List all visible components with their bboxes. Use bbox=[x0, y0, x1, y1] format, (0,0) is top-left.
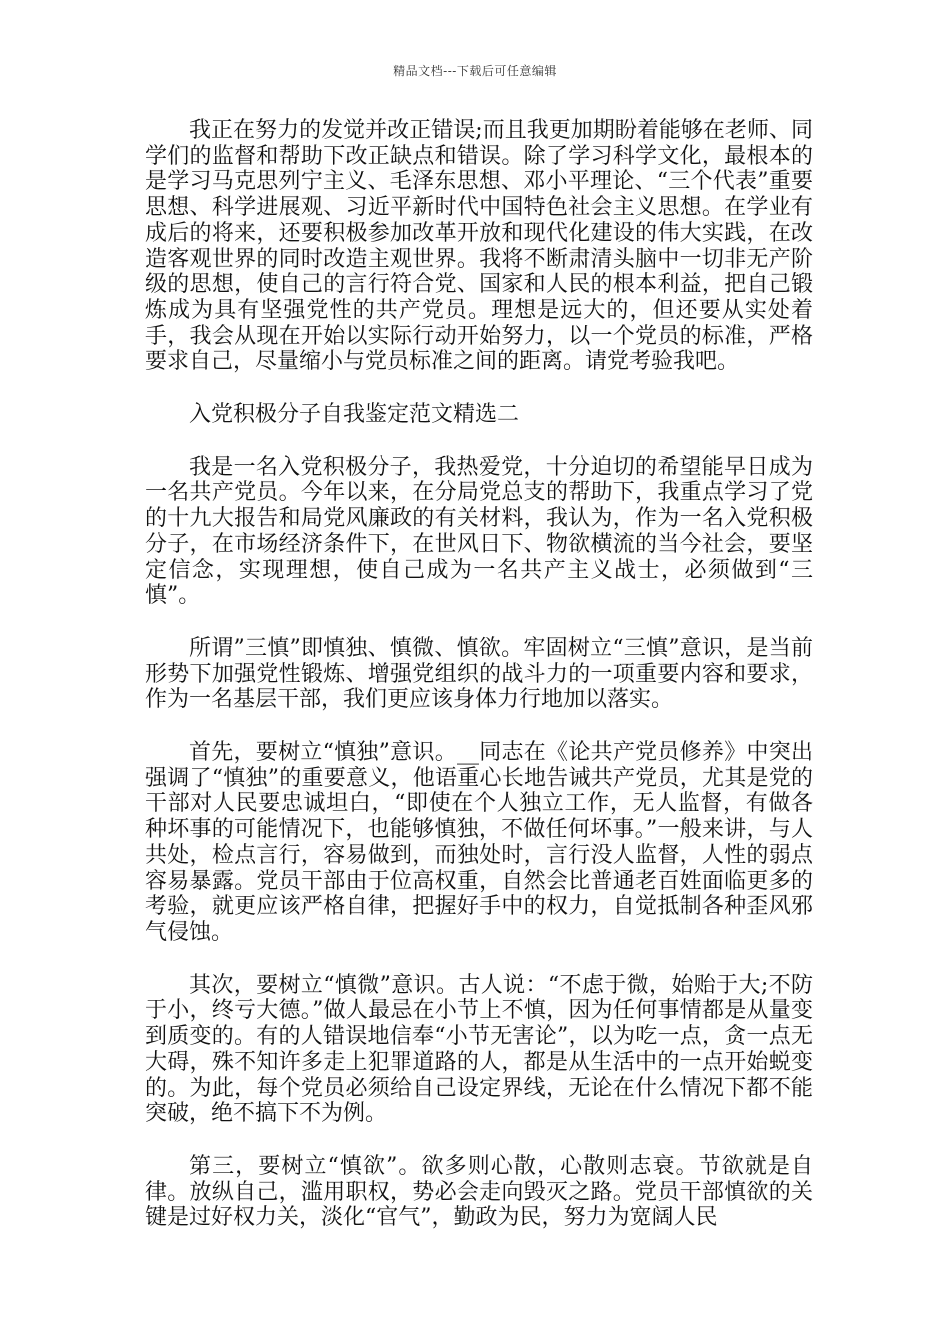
paragraph-background: 我是一名入党积极分子，我热爱党，十分迫切的希望能早日成为一名共产党员。今年以来，在分局党总支的帮助下，我重点学习了党的十九大报告和局党风廉政的有关材料，我认为，作为一名入党积极分子，在市场经济条件下，在世风日下、物欲横流的当今社会，要坚定信念，实现理想，使自己成为一名共产主义战士，必须做到“三慎”。 bbox=[145, 454, 813, 609]
section-heading: 入党积极分子自我鉴定范文精选二 bbox=[189, 402, 520, 428]
paragraph-three-cautions: 所谓”三慎”即慎独、慎微、慎欲。牢固树立“三慎”意识，是当前形势下加强党性锻炼、增强党组织的战斗力的一项重要内容和要求，作为一名基层干部，我们更应该身体力行地加以落实。 bbox=[145, 635, 813, 713]
paragraph-caution-small: 其次，要树立“慎微”意识。古人说：“不虑于微，始贻于大;不防于小，终亏大德。”做人最忌在小节上不慎，因为任何事情都是从量变到质变的。有的人错误地信奉“小节无害论”，以为吃一点，贪一点无大碍，殊不知许多走上犯罪道路的人，都是从生活中的一点开始蜕变的。为此，每个党员必须给自己设定界线，无论在什么情况下都不能突破，绝不搞下不为例。 bbox=[145, 972, 813, 1127]
paragraph-caution-desire: 第三，要树立“慎欲”。欲多则心散，心散则志衰。节欲就是自律。放纵自己，滥用职权，势必会走向毁灭之路。党员干部慎欲的关键是过好权力关，淡化“官气”，勤政为民，努力为宽阔人民 bbox=[145, 1153, 813, 1231]
document-body bbox=[145, 118, 813, 1258]
paragraph-intro: 我正在努力的发觉并改正错误;而且我更加期盼着能够在老师、同学们的监督和帮助下改正缺点和错误。除了学习科学文化，最根本的是学习马克思列宁主义、毛泽东思想、邓小平理论、“三个代表”重要思想、科学进展观、习近平新时代中国特色社会主义思想。在学业有成后的将来，还要积极参加改革开放和现代化建设的伟大实践，在改造客观世界的同时改造主观世界。我将不断肃清头脑中一切非无产阶级的思想，使自己的言行符合党、国家和人民的根本利益，把自己锻炼成为具有坚强党性的共产党员。理想是远大的，但还要从实处着手，我会从现在开始以实际行动开始努力，以一个党员的标准，严格要求自己，尽量缩小与党员标准之间的距离。请党考验我吧。 bbox=[145, 118, 813, 375]
paragraph-caution-alone: 首先，要树立“慎独”意识。__同志在《论共产党员修养》中突出强调了“慎独”的重要意义，他语重心长地告诫共产党员，尤其是党的干部对人民要忠诚坦白，“即使在个人独立工作，无人监督，有做各种坏事的可能情况下，也能够慎独，不做任何坏事。”一般来讲，与人共处，检点言行，容易做到，而独处时，言行没人监督，人性的弱点容易暴露。党员干部由于位高权重，自然会比普通老百姓面临更多的考验，就更应该严格自律，把握好手中的权力，自觉抵制各种歪风邪气侵蚀。 bbox=[145, 740, 813, 945]
page-header: 精品文档---下载后可任意编辑 bbox=[393, 64, 557, 78]
